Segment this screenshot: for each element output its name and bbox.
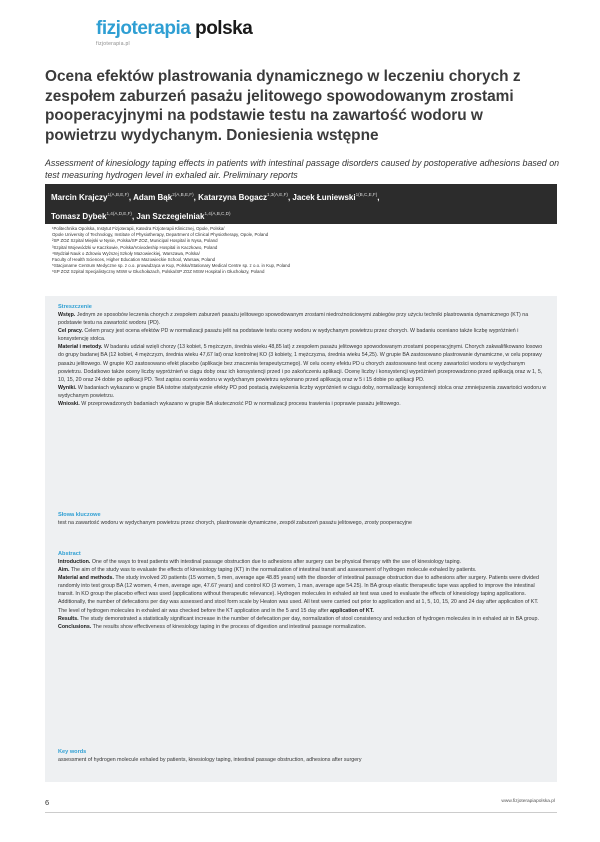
journal-logo xyxy=(96,18,252,47)
author-affiliation-marker: 1(B,C,E,F) xyxy=(355,192,378,197)
paragraph-tail: application of KT. xyxy=(328,607,374,614)
paragraph-label: Cel pracy. xyxy=(58,328,83,335)
abstract-paragraph xyxy=(58,615,548,623)
paragraph-label: Materiał i metody. xyxy=(58,344,103,351)
streszczenie-heading: Streszczenie xyxy=(58,304,92,310)
author-name: Tomasz Dybek xyxy=(51,212,107,221)
key-words-text: assessment of hydrogen molecule exhaled by patients, kinesiology taping, intestinal passage obstruction, adhesions after surgery xyxy=(58,757,362,763)
affiliation-line: ³Szpital Wojewódzki w Kaczkowie, Polska/Voivodeship Hospital in Kaczkowo, Poland xyxy=(52,244,218,250)
author-name: Jan Szczegielniak xyxy=(136,212,205,221)
logo-brand-dark: polska xyxy=(195,18,253,39)
paragraph-text: Celem pracy jest ocena efektów PD w normalizacji pasażu jelit na podstawie testu oceny wodoru w wydychanym powietrzu przez chorych. W badaniu oceniano także liczbę wypróżnień i konsystencję stolca. xyxy=(58,328,519,343)
paragraph-text: The study demonstrated a statistically significant increase in the number of defecation per day, normalization of stool consistency and reduction of hydrogen molecules in in exhaled air in BA group. xyxy=(78,615,539,622)
paragraph-text: The results show effectiveness of kinesiology taping in the process of digestion and intestinal passage normalization. xyxy=(91,623,367,630)
logo-tagline: fizjoterapia.pl xyxy=(96,41,130,47)
key-words-heading: Key words xyxy=(58,749,87,755)
paragraph-text: The study involved 20 patients (15 women, 5 men, average age 48.85 years) with the disorder of intestinal passage obstruction due to adhesions after surgery. Patients were divided randomly into test group BA (12 women, 4 men, average age, 47.67 years) and control KO (3 women, 1 man, average age 54.25). In BA group elastic therapeutic tape was applied to improve the intestinal transit. In KO group the placebo effect was used (applications without therapeutic relevance). Hydrogen molecules in exhaled air test was used to evaluate the effects of kinesiology taping applications. Additionally, the number of defecations per day was assessed and stool form scale by Heaton was used. All test were carried out prior to application and at 1, 5, 10, 15, 20 and 24 day after application of KT. The level of hydrogen molecules in exhaled air was checked before the KT application and in the 5 and 15 day after xyxy=(58,575,539,614)
abstract-section xyxy=(58,550,548,631)
slowa-kluczowe-section xyxy=(58,511,548,527)
slowa-kluczowe-heading: Słowa kluczowe xyxy=(58,512,101,518)
affiliation-line: ¹Politechnika Opolska, Instytut Fizjoterapii, Katedra Fizjoterapii Klinicznej, Opole, Polska/ xyxy=(52,226,225,231)
slowa-kluczowe-text: test na zawartość wodoru w wydychanym powietrzu przez chorych, plastrowanie dynamiczne, zespół zaburzeń pasażu jelitowego, zrosty pooperacyjne xyxy=(58,520,412,526)
author-affiliation-marker: 1,3(A,E,F) xyxy=(267,192,288,197)
affiliation-line: Opole University of Technology, Institute of Physiotherapy, Department of Clinical Physiotherapy, Opole, Poland xyxy=(52,232,269,238)
affiliation-line: ⁴Wydział Nauk o Zdrowiu Wyższej Szkoły Mazowieckiej, Warszawa, Polska/ xyxy=(52,250,200,256)
abstract-paragraph xyxy=(58,558,548,566)
paragraph-label: Wstęp. xyxy=(58,312,76,318)
author-name: Marcin Krajczy xyxy=(51,193,108,202)
streszczenie-paragraph xyxy=(58,327,548,343)
authors-line: Marcin Krajczy$^{1(A,B,E,F)}$, Adam Bąk$^{2(A,B,E,F)}$, Katarzyna Bogacz$^{1,3(A,E,F)}$, Jacek Łuniewski$^{1(B,C,E,F)}$, Tomasz Dybek$^{1,4(A,D,E,F)}$, Jan Szczegielniak$^{1,4(A,B,C,D)}$ xyxy=(51,192,380,221)
author-affiliation-marker: 1,4(A,D,E,F) xyxy=(106,211,132,216)
streszczenie-paragraph xyxy=(58,400,548,408)
streszczenie-paragraph xyxy=(58,343,548,383)
paragraph-text: Jednym ze sposobów leczenia chorych z zespołem zaburzeń pasażu jelitowego spowodowanym zrostami niedrożnościowymi zabiegów przy użyciu techniki plastrowania dynamicznego (KT) na podstawie testu na zawartość wodoru (PD). xyxy=(58,312,529,327)
logo-wordmark xyxy=(96,18,252,40)
affiliation-line: ⁶SP ZOZ Szpital Specjalistyczny MSW w Głuchołazach, Polska/SP ZOZ MSW Hospital in Głuchołazy, Poland xyxy=(52,269,265,275)
abstract-paragraph xyxy=(58,574,548,614)
affiliation-line: ⁵Stacjonarne Centrum Medyczne sp. z o.o. prowadząca w Kup, Polska/Stationary Medical Centre sp. z o.o. in Kup, Poland xyxy=(52,263,291,269)
author-name: Adam Bąk xyxy=(133,193,173,202)
paragraph-text: W przeprowadzonych badaniach wykazano w grupie BA skuteczność PD w normalizacji procesu trawienia i poprawie pasażu jelitowego. xyxy=(79,401,401,408)
article-title-pl: Ocena efektów plastrowania dynamicznego w leczeniu chorych z zespołem zaburzeń pasażu jelitowego spowodowanym zrostami pooperacyjnymi na podstawie testu na zawartość wodoru w powietrzu wydychanym. Doniesienia wstępne xyxy=(45,68,521,144)
streszczenie-paragraph xyxy=(58,384,548,400)
abstract-paragraph xyxy=(58,623,548,631)
key-words-section xyxy=(58,748,548,764)
paragraph-label: Wyniki. xyxy=(58,384,77,391)
paragraph-text: W badaniu udział wzięli chorzy (13 kobiet, 5 mężczyzn, średnia wieku 48,85 lat) z zespołem pasażu jelitowego spowodowanym zrostami pooperacyjnymi. Chorych zakwalifikowano losowo do grupy badanej BA (12 kobiet, 4 mężczyzn, średnia wieku 47,67 lat) oraz kontrolnej KO (3 kobiety, 1 mężczyzna, średnia wieku 54,25). W grupie BA zastosowano plastrowanie dynamiczne, w celu poprawy pasażu jelitowego. W grupie KO zastosowano efekt placebo (aplikacje bez znaczenia terapeutycznego). W celu oceny efektu PD u chorych zastosowano test oceny zawartości wodoru w wydychanym powietrzu. Dodatkowo także oceny liczby wypróżnień w ciągu doby oraz ich konsystencji przed i po zakończeniu aplikacji. Ocenę liczby i konsystencji wypróżnień przeprowadzono przed aplikacją oraz w 1, 5, 10, 15, 20 oraz 24 dobie po aplikacji PD. Test zapisu ocenia wodoru w wydychanym powietrzu wykonano przed aplikacją oraz w 5 i 15 dobie po aplikacji PD. xyxy=(58,344,543,383)
streszczenie-body xyxy=(58,311,548,408)
author-name: Katarzyna Bogacz xyxy=(198,193,268,202)
author-affiliation-marker: 1,4(A,B,C,D) xyxy=(204,211,231,216)
paragraph-label: Conclusions. xyxy=(58,623,92,630)
paragraph-text: W badaniach wykazano w grupie BA istotne statystycznie efekty PD pod postacią zwiększenia liczby wypróżnień w ciągu doby, normalizację konsystencji stolca oraz zmniejszenia zawartości wodoru w wydychanym powietrzu. xyxy=(58,384,547,399)
authors-band xyxy=(45,184,557,224)
affiliations xyxy=(52,226,552,276)
paragraph-label: Introduction. xyxy=(58,559,91,565)
page-number: 6 xyxy=(45,798,50,807)
streszczenie-paragraph xyxy=(58,311,548,327)
affiliation-line: ²SP ZOZ Szpital Miejski w Nysie, Polska/SP ZOZ, Municipal Hospital in Nysa, Poland xyxy=(52,238,218,244)
abstract-body xyxy=(58,558,548,631)
article-title-en: Assessment of kinesiology taping effects in patients with intestinal passage disorders caused by postoperative adhesions based on test measuring hydrogen level in exhaled air. Preliminary reports xyxy=(45,158,560,180)
author-affiliation-marker: 2(A,B,E,F) xyxy=(172,192,194,197)
logo-brand-blue: fizjoterapia xyxy=(96,18,191,39)
abstract-heading: Abstract xyxy=(58,551,81,557)
paragraph-label: Wnioski. xyxy=(58,401,80,408)
paragraph-label: Results. xyxy=(58,615,79,622)
footer-divider xyxy=(45,812,557,813)
paragraph-label: Aim. xyxy=(58,567,70,574)
streszczenie-section xyxy=(58,303,548,408)
website-link[interactable]: www.fizjoterapiapolska.pl xyxy=(501,799,555,804)
abstract-paragraph xyxy=(58,566,548,574)
affiliation-line: Faculty of Health Sciences, Higher Education Mazowieckie School, Warsaw, Poland xyxy=(52,257,216,263)
author-affiliation-marker: 1(A,B,E,F) xyxy=(107,192,129,197)
paragraph-text: One of the ways to treat patients with intestinal passage obstruction due to adhesions after surgery can be physical therapy with the use of kinesiology taping. xyxy=(90,559,462,565)
paragraph-label: Material and methods. xyxy=(58,575,114,582)
author-name: Jacek Łuniewski xyxy=(292,193,356,202)
paragraph-text: The aim of the study was to evaluate the effects of kinesiology taping (KT) in the normalization of intestinal transit and assessment of hydrogen molecule exhaled by patients. xyxy=(69,567,477,574)
